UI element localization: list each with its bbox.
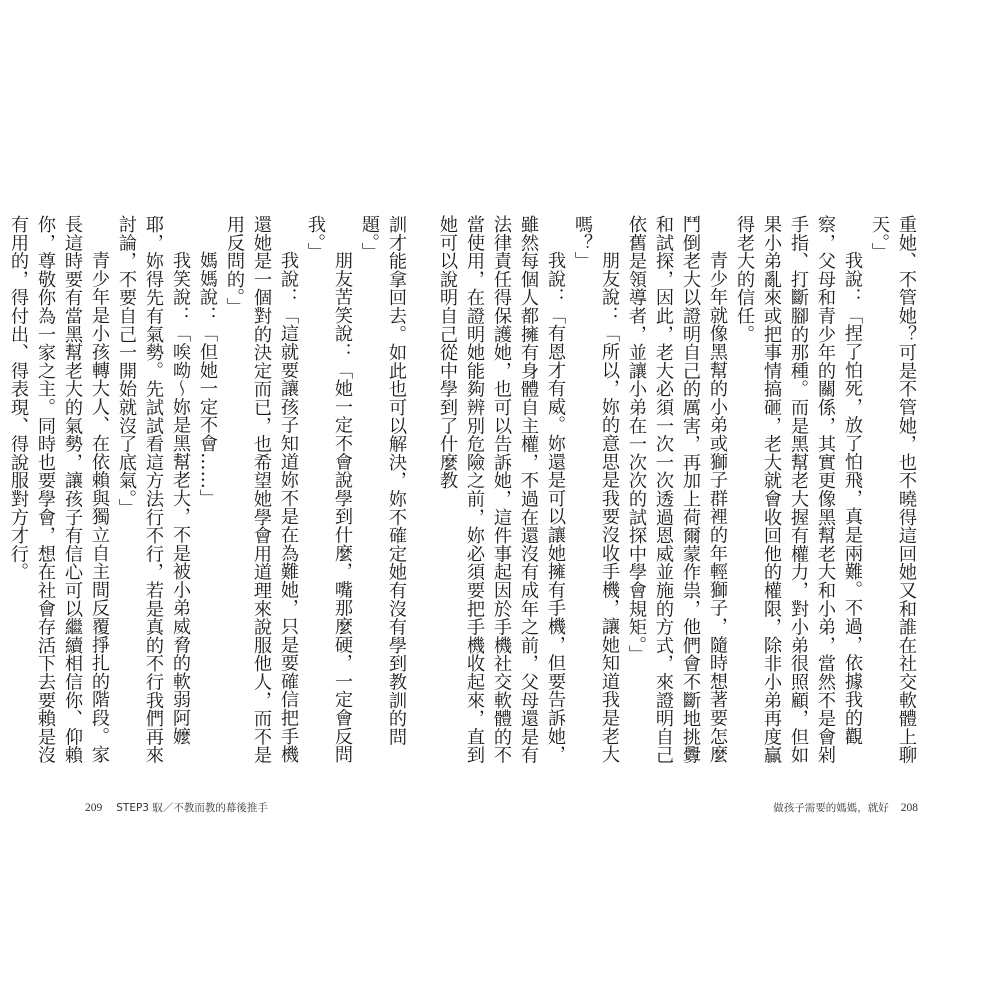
right-page-body (437, 215, 920, 775)
right-paragraph: 我說：「有恩才有威。妳還是可以讓她擁有手機，但要告訴她，雖然每個人都擁有身體自主權，不過在還沒有成年之前，父母還是有法律責任得保護她，也可以告訴她，這件事起因於手機社交軟體的不當使用，在證明她能夠辨別危險之前，妳必須要把手機收起來，直到她可以說明自己從中學到了什麼教 (437, 215, 566, 764)
left-paragraph: 朋友苦笑說：「她一定不會說學到什麼，嘴那麼硬，一定會反問我。」 (305, 215, 353, 764)
left-paragraph: 我說：「這就要讓孩子知道妳不是在為難她，只是要確信把手機還她是一個對的決定而已，也希望她學會用道理來說服他人，而不是用反問的。」 (224, 215, 299, 764)
left-running-head: STEP3 馭／不教而教的幕後推手 (116, 802, 268, 814)
left-page-footer (85, 800, 268, 815)
right-paragraph: 朋友說：「所以，妳的意思是我要沒收手機，讓她知道我是老大嗎？」 (572, 215, 620, 764)
right-paragraph: 重她、不管她？可是不管她，也不曉得這回她又和誰在社交軟體上聊天。」 (869, 215, 917, 764)
right-page-number: 208 (900, 802, 918, 814)
left-page-number: 209 (85, 802, 103, 814)
left-paragraph: 媽媽說：「但她一定不會……」 (197, 251, 218, 508)
right-running-head: 做孩子需要的媽媽，就好 (773, 802, 889, 814)
right-paragraph: 青少年就像黑幫的小弟或獅子群裡的年輕獅子，隨時想著要怎麼鬥倒老大以證明自己的厲害，再加上荷爾蒙作祟，他們會不斷地挑釁和試探，因此，老大必須一次一次透過恩威並施的方式，來證明自己依舊是領導者，並讓小弟在一次次的試探中學會規矩。」 (626, 215, 728, 764)
right-paragraph: 我說：「捏了怕死，放了怕飛，真是兩難。不過，依據我的觀察，父母和青少年的關係，其實更像黑幫老大和小弟，當然不是會剁手指、打斷腳的那種。而是黑幫老大握有權力，對小弟很照顧，但如果小弟亂來或把事情搞砸，老大就會收回他的權限，除非小弟再度贏得老大的信任。 (734, 215, 863, 764)
left-paragraph: 我笑說：「唉呦～妳是黑幫老大，不是被小弟威脅的軟弱阿嬤耶，妳得先有氣勢。先試試看這方法行不行，若是真的不行我們再來討論，不要自己一開始就沒了底氣。」 (116, 215, 191, 764)
left-paragraph: 青少年是小孩轉大人、在依賴與獨立自主間反覆掙扎的階段。家長這時要有當黑幫老大的氣勢，讓孩子有信心可以繼續相信你、仰賴你，尊敬你為一家之主。同時也要學會，想在社會存活下去要賴是沒有用的，得付出、得表現、得說服對方才行。 (8, 215, 110, 764)
right-page-footer (773, 800, 918, 815)
left-page-body (8, 215, 410, 775)
left-paragraph: 訓才能拿回去。如此也可以解決，妳不確定她有沒有學到教訓的問題。」 (359, 215, 407, 746)
